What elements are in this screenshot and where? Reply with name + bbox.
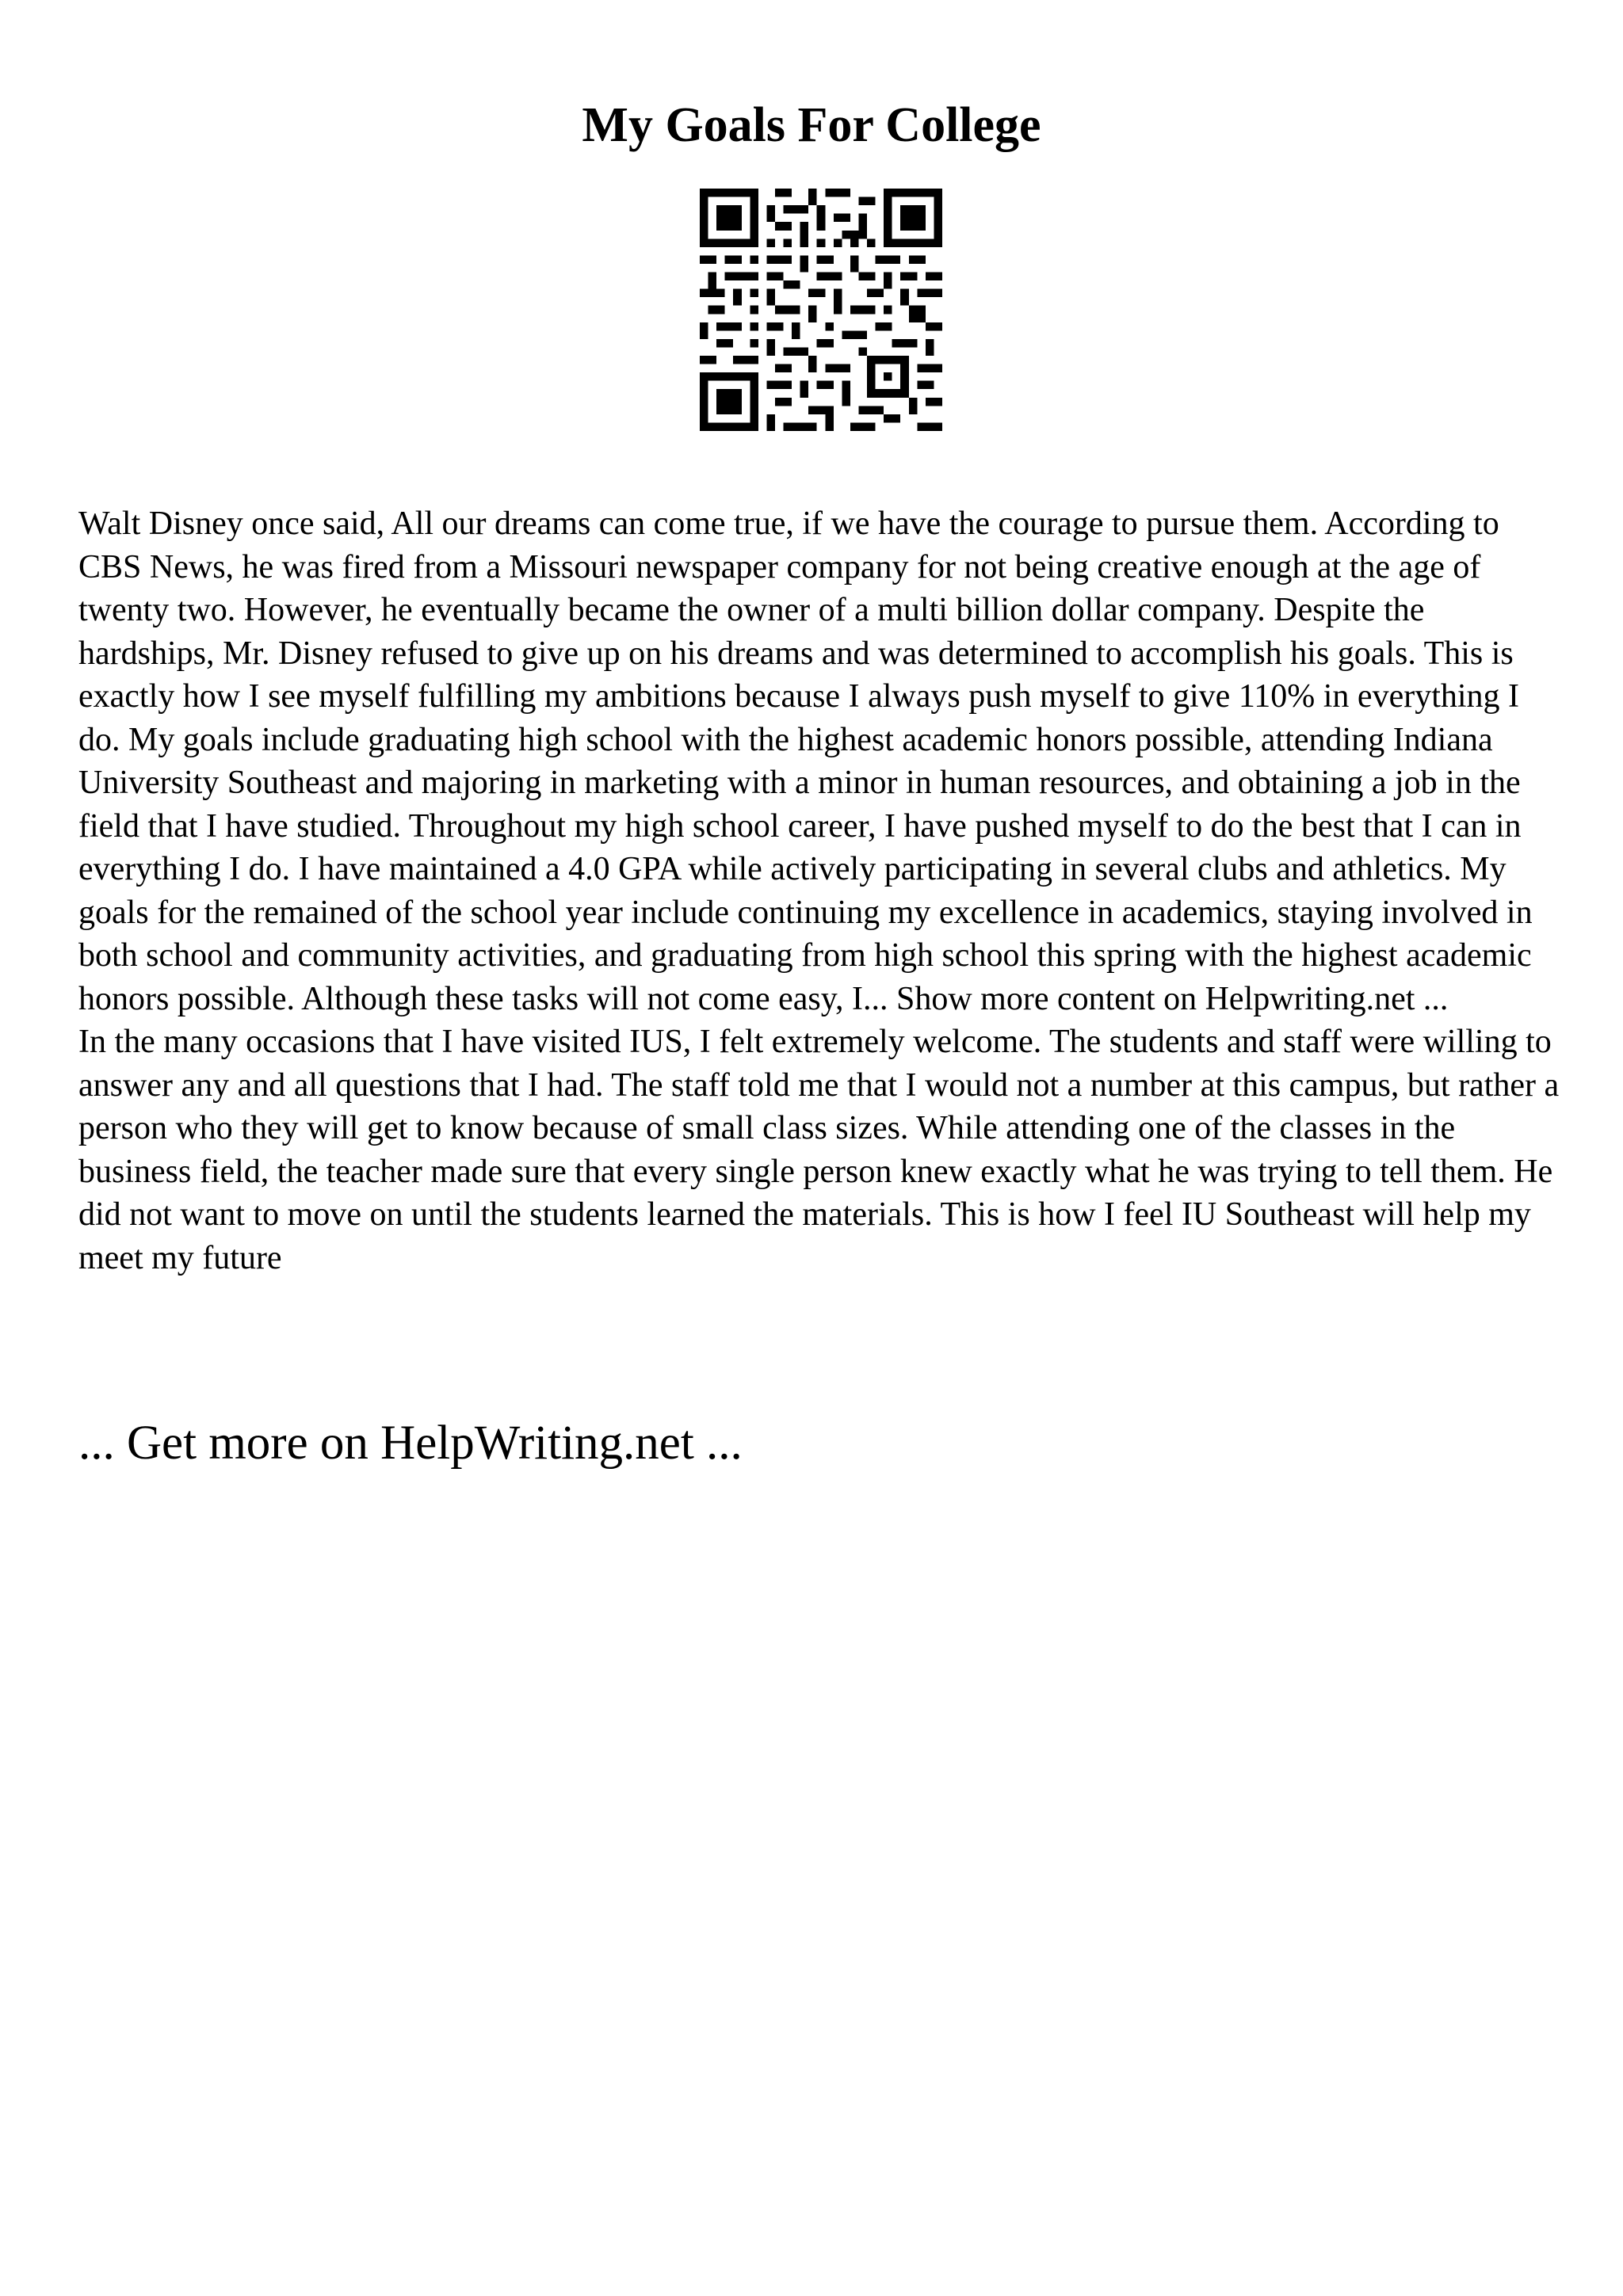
qr-code-icon	[700, 189, 942, 431]
paragraph: Walt Disney once said, All our dreams can come true, if we have the courage to pursue them. According to CBS News, he was fired from a Missouri newspaper company for not being creative enough at the age of twenty two. However, he eventually became the owner of a multi billion dollar company. Despite the hardships, Mr. Disney refused to give up on his dreams and was determined to accomplish his goals. This is exactly how I see myself fulfilling my ambitions because I always push myself to give 110% in everything I do. My goals include graduating high school with the highest academic honors possible, attending Indiana University Southeast and majoring in marketing with a minor in human resources, and obtaining a job in the field that I have studied. Throughout my high school career, I have pushed myself to do the best that I can in everything I do. I have maintained a 4.0 GPA while actively participating in several clubs and athletics. My goals for the remained of the school year include continuing my excellence in academics, staying involved in both school and community activities, and graduating from high school this spring with the highest academic honors possible. Although these tasks will not come easy, I... Show more content on Helpwriting.net ...	[78, 505, 1533, 1017]
essay-body	[78, 502, 1568, 1280]
get-more-link[interactable]: ... Get more on HelpWriting.net ...	[78, 1417, 743, 1470]
paragraph: In the many occasions that I have visited IUS, I felt extremely welcome. The students and staff were willing to answer any and all questions that I had. The staff told me that I would not a number at this campus, but rather a person who they will get to know because of small class sizes. While attending one of the classes in the business field, the teacher made sure that every single person knew exactly what he was trying to tell them. He did not want to move on until the students learned the materials. This is how I feel IU Southeast will help my meet my future	[78, 1024, 1560, 1276]
page-title: My Goals For College	[582, 98, 1041, 152]
